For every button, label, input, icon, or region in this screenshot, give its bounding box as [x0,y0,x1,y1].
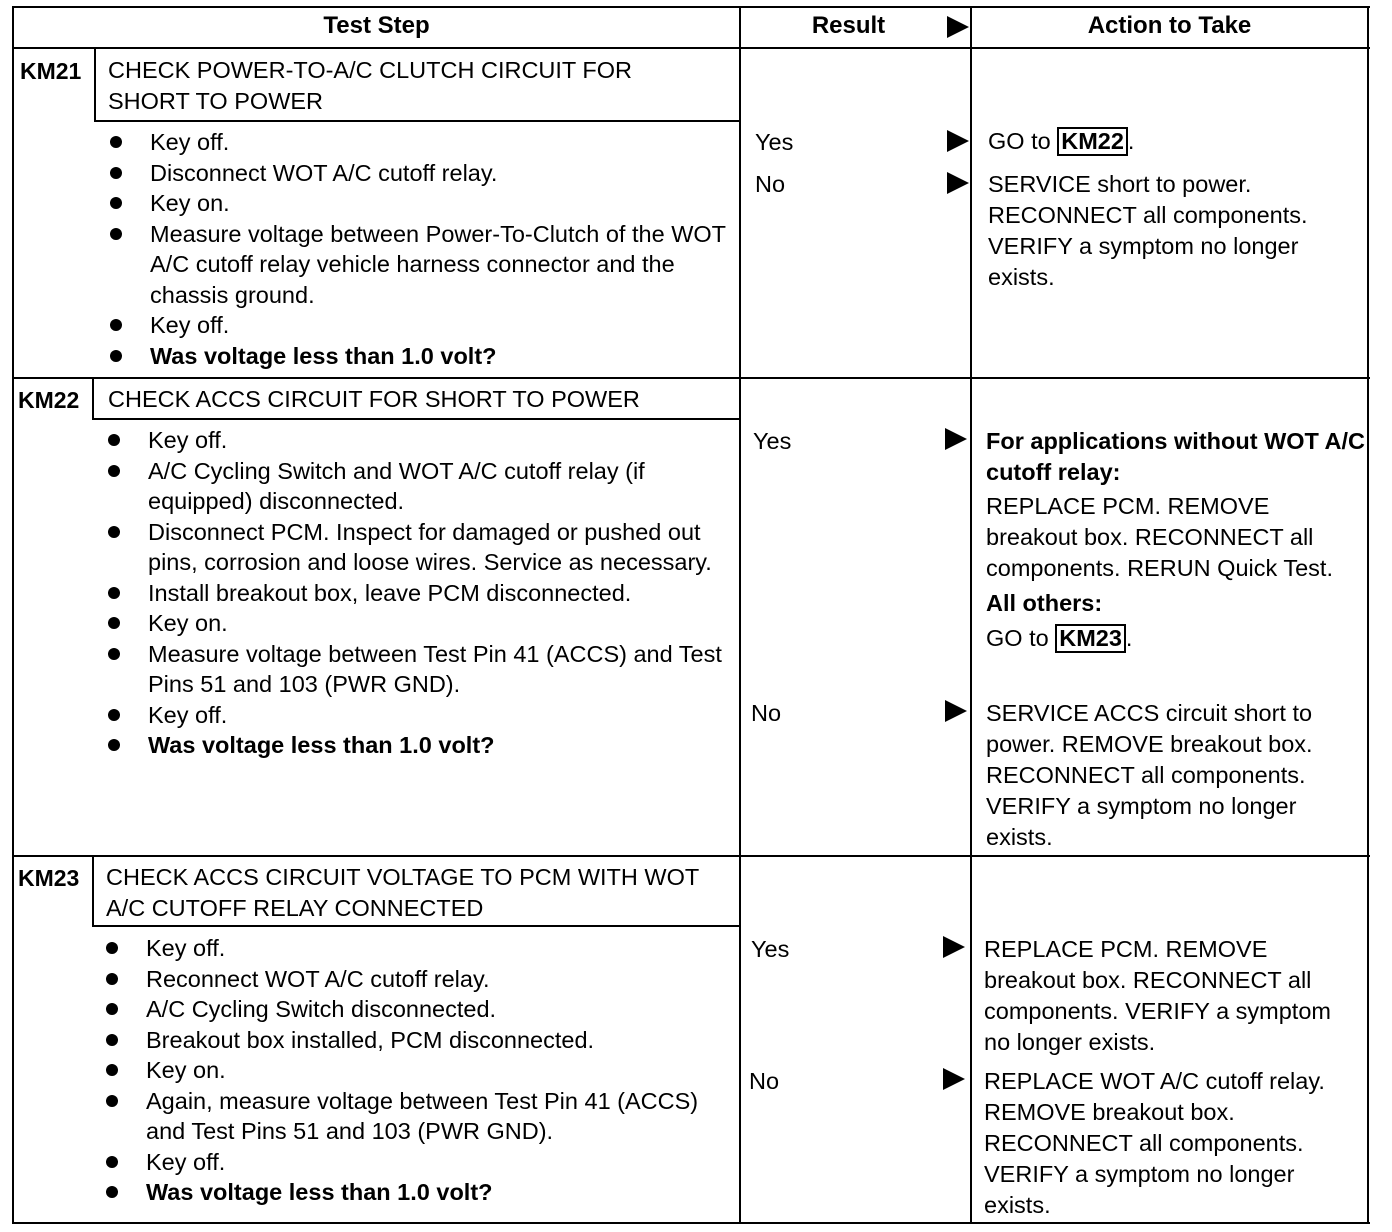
step-reference: KM22 [1057,127,1128,156]
bullet-item: Key off. [108,127,728,158]
header-arrow-icon [947,16,969,38]
result-yes: Yes [753,428,792,454]
bullet-item: Key on. [106,608,731,639]
bullet-item: Breakout box installed, PCM disconnected. [104,1025,729,1056]
action-goto [986,623,1366,654]
header-action: Action to Take [1087,12,1252,39]
km23-title-underline [92,925,739,927]
result-no: No [751,700,782,726]
action-goto-text: GO to [988,128,1051,154]
action-period: . [1127,128,1135,154]
result-no: No [755,171,786,197]
bullet-item: Key off. [104,933,729,964]
bullet-item: Key on. [108,188,728,219]
step-title: CHECK ACCS CIRCUIT FOR SHORT TO POWER [108,386,640,412]
km22-code-divider [92,379,94,419]
arrow-right-icon [943,1068,965,1090]
result-yes: Yes [751,936,790,962]
action-no: SERVICE short to power. RECONNECT all components. VERIFY a symptom no longer exists. [988,171,1308,290]
action-goto-text: GO to [986,625,1049,651]
bullet-item: A/C Cycling Switch and WOT A/C cutoff relay (if equipped) disconnected. [106,456,731,517]
bullet-item: Key off. [106,425,731,456]
row-divider-km22 [12,377,1370,379]
header-result: Result [811,12,886,39]
bullet-item: Measure voltage between Test Pin 41 (ACCS) and Test Pins 51 and 103 (PWR GND). [106,639,731,700]
bullet-item: Disconnect WOT A/C cutoff relay. [108,158,728,189]
km22-title-underline [92,418,739,420]
bullet-item-question: Was voltage less than 1.0 volt? [104,1177,729,1208]
header-test-step: Test Step [323,12,430,39]
table-border-right [1367,6,1369,1224]
header-divider [12,47,1370,49]
action-no: SERVICE ACCS circuit short to power. REMOVE breakout box. RECONNECT all components. VERIFY a symptom no longer exists. [986,700,1313,850]
action-heading: All others: [986,590,1103,616]
bullet-item: Key on. [104,1055,729,1086]
bullet-item: A/C Cycling Switch disconnected. [104,994,729,1025]
bullet-item: Measure voltage between Power-To-Clutch of the WOT A/C cutoff relay vehicle harness connector and the chassis ground. [108,219,728,311]
column-divider-result [739,6,741,1224]
bullet-item: Reconnect WOT A/C cutoff relay. [104,964,729,995]
step-code: KM22 [18,387,80,413]
action-text: REPLACE PCM. REMOVE breakout box. RECONNECT all components. RERUN Quick Test. [986,493,1333,581]
action-yes [986,426,1366,654]
bullet-item: Again, measure voltage between Test Pin 41 (ACCS) and Test Pins 51 and 103 (PWR GND). [104,1086,729,1147]
step-code: KM23 [18,865,80,891]
bullet-item: Key off. [108,310,728,341]
arrow-right-icon [945,428,967,450]
action-yes [988,126,1358,157]
action-period: . [1125,625,1133,651]
arrow-right-icon [947,172,969,194]
step-bullets [108,127,728,371]
bullet-item: Key off. [104,1147,729,1178]
arrow-right-icon [943,936,965,958]
table-border-top [12,6,1370,8]
km21-code-divider [94,49,96,121]
step-reference: KM23 [1055,624,1126,653]
step-code: KM21 [20,58,82,84]
bullet-item-question: Was voltage less than 1.0 volt? [106,730,731,761]
step-title: CHECK ACCS CIRCUIT VOLTAGE TO PCM WITH WOT A/C CUTOFF RELAY CONNECTED [106,864,699,921]
table-border-left [12,6,14,1224]
table-border-bottom [12,1222,1370,1224]
bullet-item: Disconnect PCM. Inspect for damaged or pushed out pins, corrosion and loose wires. Service as necessary. [106,517,731,578]
action-heading: For applications without WOT A/C cutoff relay: [986,428,1366,485]
bullet-item-question: Was voltage less than 1.0 volt? [108,341,728,372]
result-no: No [749,1068,780,1094]
action-yes: REPLACE PCM. REMOVE breakout box. RECONNECT all components. VERIFY a symptom no longer exists. [984,936,1331,1055]
arrow-right-icon [947,130,969,152]
km21-title-underline [94,120,739,122]
bullet-item: Key off. [106,700,731,731]
result-yes: Yes [755,129,794,155]
arrow-right-icon [945,700,967,722]
km23-code-divider [92,857,94,927]
step-title: CHECK POWER-TO-A/C CLUTCH CIRCUIT FOR SHORT TO POWER [108,57,632,114]
step-bullets [104,933,729,1208]
bullet-item: Install breakout box, leave PCM disconnected. [106,578,731,609]
action-no: REPLACE WOT A/C cutoff relay. REMOVE breakout box. RECONNECT all components. VERIFY a symptom no longer exists. [984,1068,1325,1218]
column-divider-action [970,6,972,1224]
step-bullets [106,425,731,761]
row-divider-km23 [12,855,1370,857]
